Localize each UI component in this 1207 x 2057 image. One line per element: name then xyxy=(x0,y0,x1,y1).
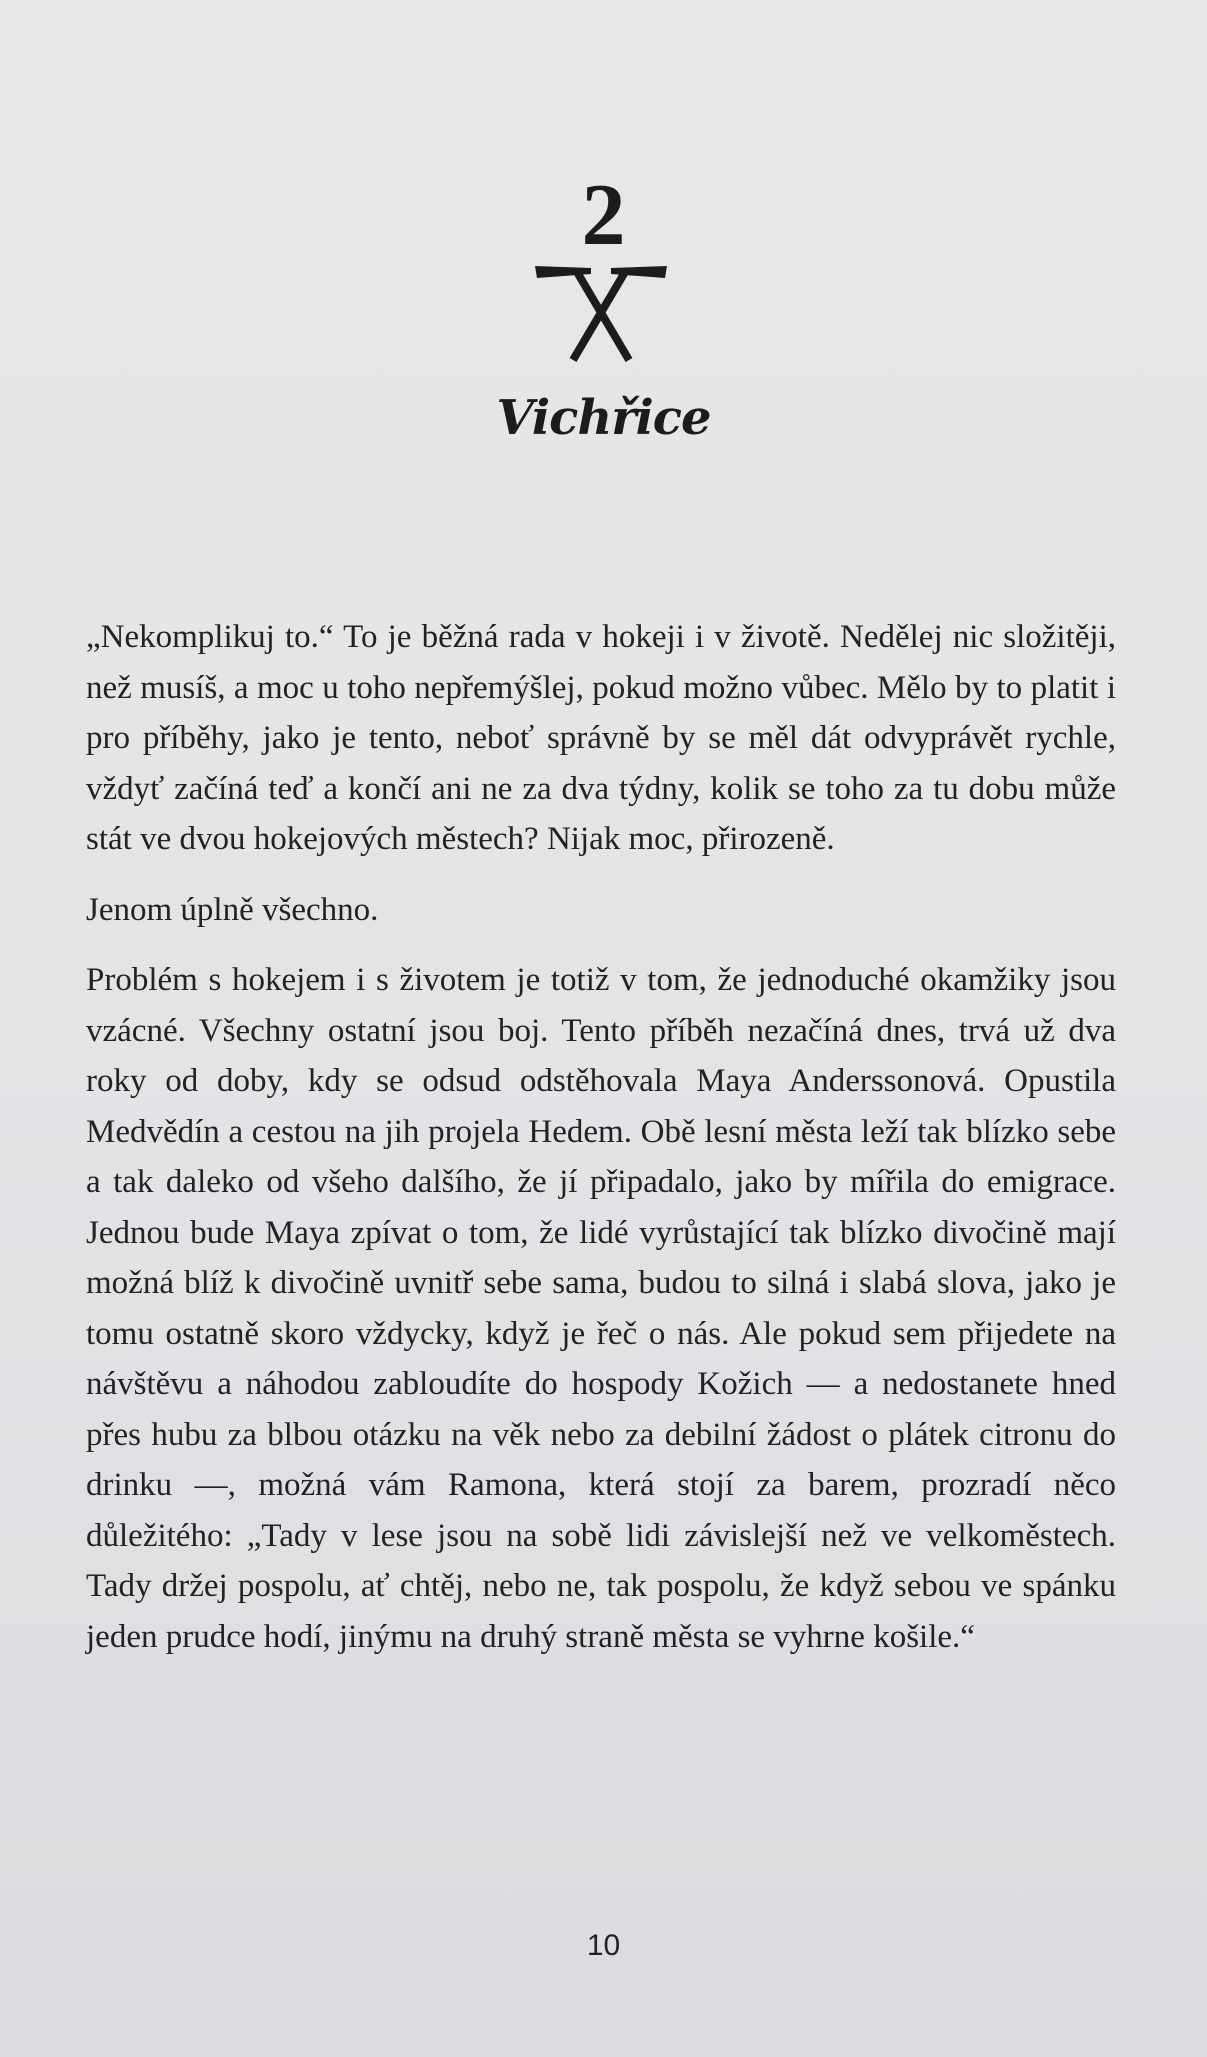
chapter-title: Vichřice xyxy=(496,390,711,446)
crossed-sticks-icon xyxy=(533,256,669,364)
page-number: 10 xyxy=(586,1929,621,1962)
chapter-number: 2 xyxy=(581,167,626,264)
paragraph: Problém s hokejem i s životem je totiž v tom, že jednoduché okamžiky jsou vzácné. Všechny ostatní jsou boj. Tento příběh nezačíná dnes, trvá už dva roky od doby, kdy se odsud odstěhovala Maya Anderssonová. Opustila Medvědín a cestou na jih projela Hedem. Obě lesní města leží tak blízko sebe a tak daleko od všeho dalšího, že jí připadalo, jako by mířila do emigrace. Jednou bude Maya zpívat o tom, že lidé vyrůstající tak blízko divočině mají možná blíž k divočině uvnitř sebe sama, budou to silná i slabá slova, jako je tomu ostatně skoro vždycky, když je řeč o nás. Ale pokud sem přijedete na návštěvu a náhodou zabloudíte do hospody Kožich — a nedostanete hned přes hubu za blbou otázku na věk nebo za debilní žádost o plátek citronu do drinku —, možná vám Ramona, která stojí za barem, prozradí něco důležitého: „Tady v lese jsou na sobě lidi závislejší než ve velkoměstech. Tady držej pospolu, ať chtěj, nebo ne, tak pospolu, že když sebou ve spánku jeden prudce hodí, jinýmu na druhý straně města se vyhrne košile.“ xyxy=(86,962,1116,1655)
paragraph: „Nekomplikuj to.“ To je běžná rada v hokeji i v životě. Nedělej nic složitěji, než musíš, a moc u toho nepřemýšlej, pokud možno vůbec. Mělo by to platit i pro příběhy, jako je tento, neboť správně by se měl dát odvyprávět rychle, vždyť začíná teď a končí ani ne za dva týdny, kolik se toho za tu dobu může stát ve dvou hokejových městech? Nijak moc, přirozeně. xyxy=(86,619,1116,857)
paragraph: Jenom úplně všechno. xyxy=(86,891,379,928)
chapter-body xyxy=(86,612,1116,1682)
